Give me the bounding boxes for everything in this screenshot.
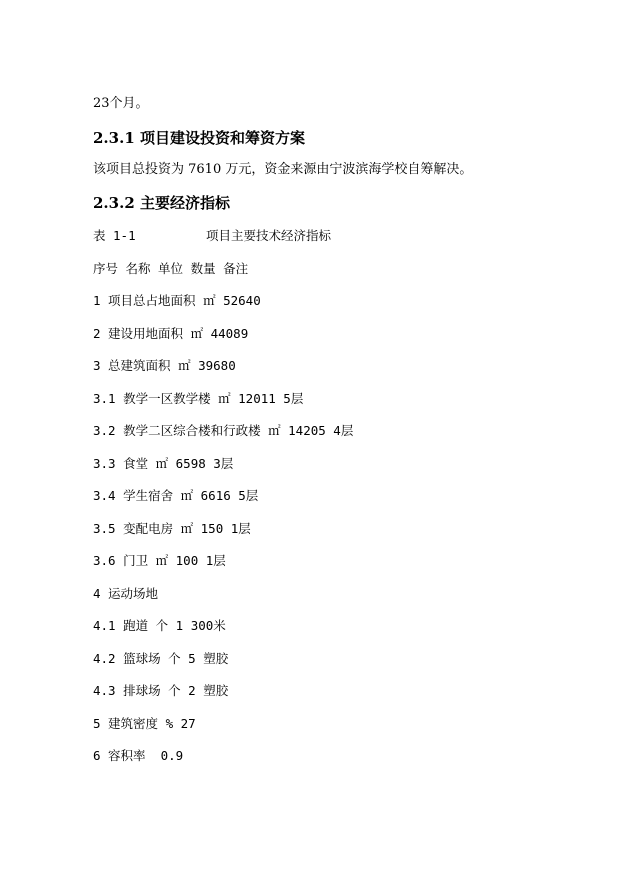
table-row: 3.4 学生宿舍 ㎡ 6616 5层 (93, 488, 259, 503)
table-row: 1 项目总占地面积 ㎡ 52640 (93, 293, 261, 308)
table-row: 4 运动场地 (93, 586, 159, 601)
table-caption (93, 228, 513, 244)
table-row: 3.5 变配电房 ㎡ 150 1层 (93, 521, 251, 536)
text-line: 23个月。 (93, 96, 149, 111)
table-row: 5 建筑密度 % 27 (93, 716, 196, 731)
table-row: 3.2 教学二区综合楼和行政楼 ㎡ 14205 4层 (93, 423, 354, 438)
table-row: 3 总建筑面积 ㎡ 39680 (93, 358, 236, 373)
table-row: 6 容积率 0.9 (93, 748, 184, 763)
text-line: 该项目总投资为 7610 万元，资金来源由宁波滨海学校自筹解决。 (93, 162, 473, 177)
table-row: 3.6 门卫 ㎡ 100 1层 (93, 553, 226, 568)
table-row: 4.2 篮球场 个 5 塑胶 (93, 651, 229, 666)
table-row: 3.1 教学一区教学楼 ㎡ 12011 5层 (93, 391, 304, 406)
table-title: 项目主要技术经济指标 (206, 228, 332, 243)
table-row: 4.1 跑道 个 1 300米 (93, 618, 226, 633)
table-row: 3.3 食堂 ㎡ 6598 3层 (93, 456, 234, 471)
section-heading: 2.3.1 项目建设投资和筹资方案 (93, 129, 305, 147)
section-heading: 2.3.2 主要经济指标 (93, 194, 230, 212)
table-row: 4.3 排球场 个 2 塑胶 (93, 683, 229, 698)
table-row: 2 建设用地面积 ㎡ 44089 (93, 326, 249, 341)
table-header: 序号 名称 单位 数量 备注 (93, 261, 249, 276)
table-label: 表 1-1 (93, 228, 136, 243)
